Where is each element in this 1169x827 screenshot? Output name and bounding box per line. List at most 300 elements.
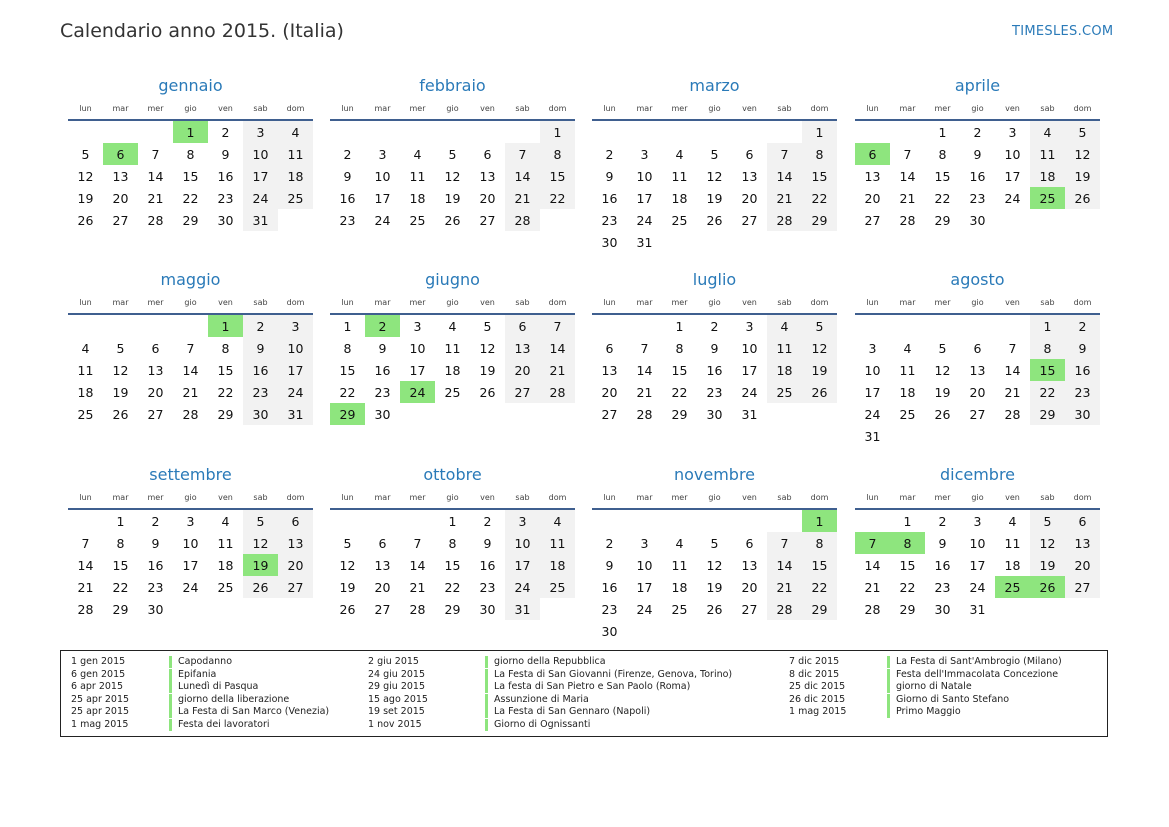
weekday-label: sab [515, 298, 530, 307]
month-name: luglio [692, 270, 737, 289]
day-cell: 30 [601, 234, 618, 250]
empty-cell [592, 315, 627, 337]
day-cell: 5 [243, 510, 278, 532]
day-cell: 25 [444, 384, 461, 400]
day-cell: 3 [505, 510, 540, 532]
day-cell: 17 [636, 190, 653, 206]
day-cell: 29 [934, 212, 951, 228]
day-cell: 19 [112, 384, 129, 400]
day-grid [592, 315, 837, 425]
weekday-header [855, 493, 1100, 502]
day-cell: 10 [741, 340, 758, 356]
day-cell: 18 [444, 362, 461, 378]
site-link[interactable]: TIMESLES.COM [1012, 24, 1114, 39]
weekday-label: gio [446, 493, 459, 502]
day-cell: 8 [938, 146, 947, 162]
empty-cell [435, 121, 470, 143]
day-cell: 26 [479, 384, 496, 400]
day-cell: 7 [903, 146, 912, 162]
weekday-label: mar [636, 493, 653, 502]
day-cell: 30 [243, 403, 278, 425]
day-cell: 16 [601, 190, 618, 206]
day-cell: 3 [640, 146, 649, 162]
day-cell: 4 [1008, 513, 1017, 529]
day-cell: 12 [934, 362, 951, 378]
day-cell: 26 [1065, 187, 1100, 209]
day-cell: 27 [147, 406, 164, 422]
day-cell: 11 [1030, 143, 1065, 165]
day-cell: 26 [339, 601, 356, 617]
empty-cell [627, 510, 662, 532]
day-cell: 25 [671, 212, 688, 228]
weekday-header [855, 298, 1100, 307]
holiday-day-cell: 19 [243, 554, 278, 576]
day-cell: 14 [1004, 362, 1021, 378]
day-cell: 17 [969, 557, 986, 573]
day-cell: 6 [378, 535, 387, 551]
day-cell: 28 [767, 598, 802, 620]
day-cell: 3 [278, 315, 313, 337]
day-cell: 6 [151, 340, 160, 356]
day-cell: 17 [243, 165, 278, 187]
day-cell: 21 [864, 579, 881, 595]
day-cell: 13 [1065, 532, 1100, 554]
day-cell: 26 [243, 576, 278, 598]
day-cell: 15 [339, 362, 356, 378]
day-grid [330, 510, 575, 620]
day-cell: 7 [1008, 340, 1017, 356]
day-cell: 30 [934, 601, 951, 617]
day-cell: 31 [636, 234, 653, 250]
weekday-label: dom [286, 493, 305, 502]
day-cell: 27 [741, 212, 758, 228]
day-cell: 17 [278, 359, 313, 381]
day-cell: 21 [636, 384, 653, 400]
empty-cell [138, 121, 173, 143]
day-cell: 21 [899, 190, 916, 206]
holiday-date: 1 mag 2015 [71, 718, 129, 730]
weekday-label: mar [374, 104, 391, 113]
day-cell: 4 [675, 535, 684, 551]
holiday-day-cell: 29 [330, 403, 365, 425]
day-cell: 3 [243, 121, 278, 143]
day-cell: 13 [969, 362, 986, 378]
day-cell: 22 [217, 384, 234, 400]
day-cell: 15 [444, 557, 461, 573]
day-cell: 16 [934, 557, 951, 573]
day-cell: 28 [864, 601, 881, 617]
day-cell: 9 [1065, 337, 1100, 359]
empty-cell [365, 121, 400, 143]
holiday-date: 6 gen 2015 [71, 668, 126, 680]
day-cell: 1 [903, 513, 912, 529]
weekday-label: gio [971, 298, 984, 307]
day-cell: 20 [112, 190, 129, 206]
weekday-label: sab [253, 493, 268, 502]
day-cell: 12 [339, 557, 356, 573]
day-cell: 21 [77, 579, 94, 595]
empty-cell [662, 510, 697, 532]
weekday-label: dom [1073, 104, 1092, 113]
day-cell: 28 [540, 381, 575, 403]
day-cell: 28 [77, 601, 94, 617]
day-cell: 10 [969, 535, 986, 551]
day-cell: 13 [601, 362, 618, 378]
day-cell: 7 [640, 340, 649, 356]
day-cell: 5 [710, 146, 719, 162]
day-cell: 28 [409, 601, 426, 617]
day-grid [855, 510, 1100, 620]
holiday-day-cell: 2 [365, 315, 400, 337]
day-grid [330, 121, 575, 231]
empty-cell [173, 315, 208, 337]
weekday-label: lun [603, 298, 616, 307]
day-cell: 1 [540, 121, 575, 143]
day-cell: 12 [1030, 532, 1065, 554]
empty-cell [697, 121, 732, 143]
day-cell: 30 [969, 212, 986, 228]
day-cell: 11 [899, 362, 916, 378]
day-cell: 9 [243, 337, 278, 359]
day-cell: 29 [444, 601, 461, 617]
day-cell: 5 [938, 340, 947, 356]
empty-cell [505, 121, 540, 143]
weekday-label: mar [636, 104, 653, 113]
day-cell: 26 [112, 406, 129, 422]
holiday-name: La Festa di San Giovanni (Firenze, Genova, Torino) [485, 669, 732, 681]
weekday-label: sab [777, 298, 792, 307]
holiday-date: 19 set 2015 [368, 706, 425, 718]
weekday-header [68, 104, 313, 113]
day-cell: 18 [767, 359, 802, 381]
weekday-label: sab [1040, 104, 1055, 113]
day-cell: 10 [278, 337, 313, 359]
day-cell: 25 [671, 601, 688, 617]
holiday-date: 1 gen 2015 [71, 656, 126, 667]
day-cell: 22 [802, 576, 837, 598]
empty-cell [68, 510, 103, 532]
holiday-name: Giorno di Ognissanti [485, 719, 590, 731]
holiday-name: Festa dell'Immacolata Concezione [887, 669, 1058, 681]
day-cell: 12 [243, 532, 278, 554]
holiday-name: giorno di Natale [887, 681, 972, 693]
day-cell: 5 [1030, 510, 1065, 532]
day-cell: 16 [479, 557, 496, 573]
empty-cell [890, 315, 925, 337]
weekday-label: lun [866, 298, 879, 307]
weekday-header [68, 298, 313, 307]
day-cell: 11 [217, 535, 234, 551]
month-name: marzo [689, 76, 740, 95]
day-cell: 28 [1004, 406, 1021, 422]
empty-cell [732, 510, 767, 532]
day-cell: 22 [671, 384, 688, 400]
day-cell: 5 [1065, 121, 1100, 143]
day-cell: 8 [802, 532, 837, 554]
day-cell: 22 [182, 190, 199, 206]
holiday-name: Festa dei lavoratori [169, 719, 270, 731]
day-cell: 22 [1030, 381, 1065, 403]
day-cell: 27 [601, 406, 618, 422]
holiday-date: 24 giu 2015 [368, 668, 425, 680]
empty-cell [138, 315, 173, 337]
weekday-label: gio [708, 493, 721, 502]
day-cell: 8 [186, 146, 195, 162]
day-cell: 26 [444, 212, 461, 228]
day-cell: 9 [343, 168, 352, 184]
day-cell: 11 [1004, 535, 1021, 551]
weekday-label: mer [934, 104, 951, 113]
weekday-label: ven [480, 298, 495, 307]
day-cell: 4 [675, 146, 684, 162]
day-cell: 18 [671, 190, 688, 206]
day-cell: 22 [444, 579, 461, 595]
day-cell: 7 [540, 315, 575, 337]
holiday-date: 26 dic 2015 [789, 693, 846, 705]
day-cell: 11 [77, 362, 94, 378]
day-cell: 29 [899, 601, 916, 617]
day-cell: 2 [605, 535, 614, 551]
day-cell: 11 [671, 557, 688, 573]
day-cell: 6 [1065, 510, 1100, 532]
day-cell: 24 [636, 212, 653, 228]
day-cell: 12 [802, 337, 837, 359]
weekday-label: lun [341, 493, 354, 502]
weekday-label: mer [409, 298, 426, 307]
weekday-label: mer [671, 104, 688, 113]
holiday-name: Lunedì di Pasqua [169, 681, 258, 693]
day-cell: 2 [221, 124, 230, 140]
weekday-label: sab [253, 298, 268, 307]
day-cell: 1 [938, 124, 947, 140]
day-cell: 14 [409, 557, 426, 573]
day-cell: 8 [343, 340, 352, 356]
day-cell: 7 [413, 535, 422, 551]
day-cell: 17 [864, 384, 881, 400]
weekday-label: mer [671, 298, 688, 307]
empty-cell [697, 510, 732, 532]
day-cell: 3 [413, 318, 422, 334]
weekday-label: ven [218, 104, 233, 113]
empty-cell [330, 121, 365, 143]
day-cell: 12 [112, 362, 129, 378]
month-name: maggio [160, 270, 221, 289]
day-cell: 5 [802, 315, 837, 337]
weekday-header [592, 493, 837, 502]
weekday-label: gio [708, 104, 721, 113]
day-grid [855, 315, 1100, 447]
weekday-label: dom [548, 104, 567, 113]
weekday-label: lun [341, 104, 354, 113]
day-cell: 14 [147, 168, 164, 184]
day-cell: 30 [217, 212, 234, 228]
holiday-name: Assunzione di Maria [485, 694, 589, 706]
day-cell: 22 [899, 579, 916, 595]
day-cell: 7 [767, 532, 802, 554]
day-cell: 20 [741, 190, 758, 206]
holiday-legend [60, 650, 1108, 737]
day-cell: 20 [969, 384, 986, 400]
day-cell: 9 [973, 146, 982, 162]
weekday-label: lun [603, 104, 616, 113]
weekday-label: gio [184, 493, 197, 502]
day-cell: 9 [605, 557, 614, 573]
empty-cell [890, 121, 925, 143]
day-cell: 24 [278, 381, 313, 403]
weekday-label: mer [934, 298, 951, 307]
day-cell: 10 [636, 557, 653, 573]
day-cell: 16 [243, 359, 278, 381]
day-cell: 1 [1030, 315, 1065, 337]
day-cell: 2 [605, 146, 614, 162]
day-cell: 25 [899, 406, 916, 422]
day-cell: 20 [864, 190, 881, 206]
day-cell: 23 [969, 190, 986, 206]
day-cell: 17 [409, 362, 426, 378]
weekday-label: gio [971, 104, 984, 113]
weekday-label: mar [374, 493, 391, 502]
month-name: gennaio [158, 76, 223, 95]
day-cell: 23 [601, 601, 618, 617]
day-cell: 4 [221, 513, 230, 529]
day-cell: 23 [479, 579, 496, 595]
day-cell: 8 [802, 143, 837, 165]
day-cell: 24 [741, 384, 758, 400]
weekday-label: mer [671, 493, 688, 502]
day-cell: 13 [374, 557, 391, 573]
holiday-date: 8 dic 2015 [789, 668, 840, 680]
day-cell: 16 [706, 362, 723, 378]
weekday-label: dom [548, 298, 567, 307]
day-cell: 18 [540, 554, 575, 576]
day-cell: 22 [540, 187, 575, 209]
day-cell: 22 [934, 190, 951, 206]
empty-cell [592, 510, 627, 532]
day-cell: 11 [444, 340, 461, 356]
day-cell: 18 [1030, 165, 1065, 187]
day-cell: 2 [973, 124, 982, 140]
day-cell: 14 [505, 165, 540, 187]
day-cell: 31 [969, 601, 986, 617]
weekday-label: lun [603, 493, 616, 502]
day-cell: 2 [151, 513, 160, 529]
day-cell: 20 [479, 190, 496, 206]
day-cell: 29 [112, 601, 129, 617]
holiday-date: 6 apr 2015 [71, 681, 124, 693]
day-cell: 7 [151, 146, 160, 162]
weekday-label: mar [112, 298, 129, 307]
month-name: agosto [950, 270, 1005, 289]
day-cell: 23 [217, 190, 234, 206]
holiday-name: Giorno di Santo Stefano [887, 694, 1009, 706]
day-cell: 23 [601, 212, 618, 228]
weekday-label: mar [899, 298, 916, 307]
day-cell: 1 [802, 121, 837, 143]
holiday-name: La Festa di San Marco (Venezia) [169, 706, 329, 718]
weekday-label: mar [112, 104, 129, 113]
day-cell: 16 [147, 557, 164, 573]
holiday-name: La Festa di San Gennaro (Napoli) [485, 706, 650, 718]
day-cell: 23 [934, 579, 951, 595]
day-cell: 19 [479, 362, 496, 378]
day-cell: 5 [81, 146, 90, 162]
day-cell: 3 [868, 340, 877, 356]
day-cell: 28 [182, 406, 199, 422]
day-cell: 5 [448, 146, 457, 162]
day-cell: 20 [278, 554, 313, 576]
day-cell: 24 [505, 576, 540, 598]
day-cell: 2 [1065, 315, 1100, 337]
empty-cell [103, 121, 138, 143]
day-cell: 27 [505, 381, 540, 403]
day-cell: 1 [343, 318, 352, 334]
day-grid [592, 510, 837, 642]
day-cell: 20 [147, 384, 164, 400]
day-cell: 31 [741, 406, 758, 422]
day-cell: 3 [186, 513, 195, 529]
weekday-label: lun [79, 493, 92, 502]
day-cell: 25 [540, 576, 575, 598]
day-cell: 9 [483, 535, 492, 551]
day-cell: 15 [182, 168, 199, 184]
day-cell: 12 [479, 340, 496, 356]
weekday-label: ven [480, 104, 495, 113]
day-cell: 8 [540, 143, 575, 165]
day-cell: 20 [601, 384, 618, 400]
empty-cell [627, 315, 662, 337]
weekday-label: dom [286, 298, 305, 307]
day-cell: 4 [903, 340, 912, 356]
day-cell: 14 [767, 165, 802, 187]
holiday-name: Primo Maggio [887, 706, 961, 718]
empty-cell [592, 121, 627, 143]
weekday-label: mer [934, 493, 951, 502]
weekday-label: mer [147, 104, 164, 113]
day-cell: 20 [374, 579, 391, 595]
day-cell: 15 [217, 362, 234, 378]
day-cell: 30 [147, 601, 164, 617]
day-cell: 13 [278, 532, 313, 554]
day-cell: 27 [278, 576, 313, 598]
day-cell: 18 [217, 557, 234, 573]
day-cell: 19 [339, 579, 356, 595]
day-cell: 20 [1065, 554, 1100, 576]
day-cell: 29 [671, 406, 688, 422]
day-cell: 6 [973, 340, 982, 356]
day-cell: 15 [899, 557, 916, 573]
empty-cell [995, 315, 1030, 337]
empty-cell [365, 510, 400, 532]
day-cell: 26 [77, 212, 94, 228]
day-cell: 25 [409, 212, 426, 228]
weekday-header [330, 298, 575, 307]
day-cell: 24 [864, 406, 881, 422]
holiday-day-cell: 1 [802, 510, 837, 532]
day-cell: 4 [767, 315, 802, 337]
weekday-label: mar [112, 493, 129, 502]
day-cell: 6 [745, 146, 754, 162]
day-cell: 15 [540, 165, 575, 187]
day-cell: 23 [339, 212, 356, 228]
day-cell: 18 [1004, 557, 1021, 573]
day-cell: 2 [343, 146, 352, 162]
day-cell: 28 [767, 209, 802, 231]
weekday-label: ven [742, 493, 757, 502]
month-name: dicembre [939, 465, 1016, 484]
weekday-label: sab [515, 104, 530, 113]
day-cell: 4 [81, 340, 90, 356]
holiday-date: 1 mag 2015 [789, 706, 847, 718]
